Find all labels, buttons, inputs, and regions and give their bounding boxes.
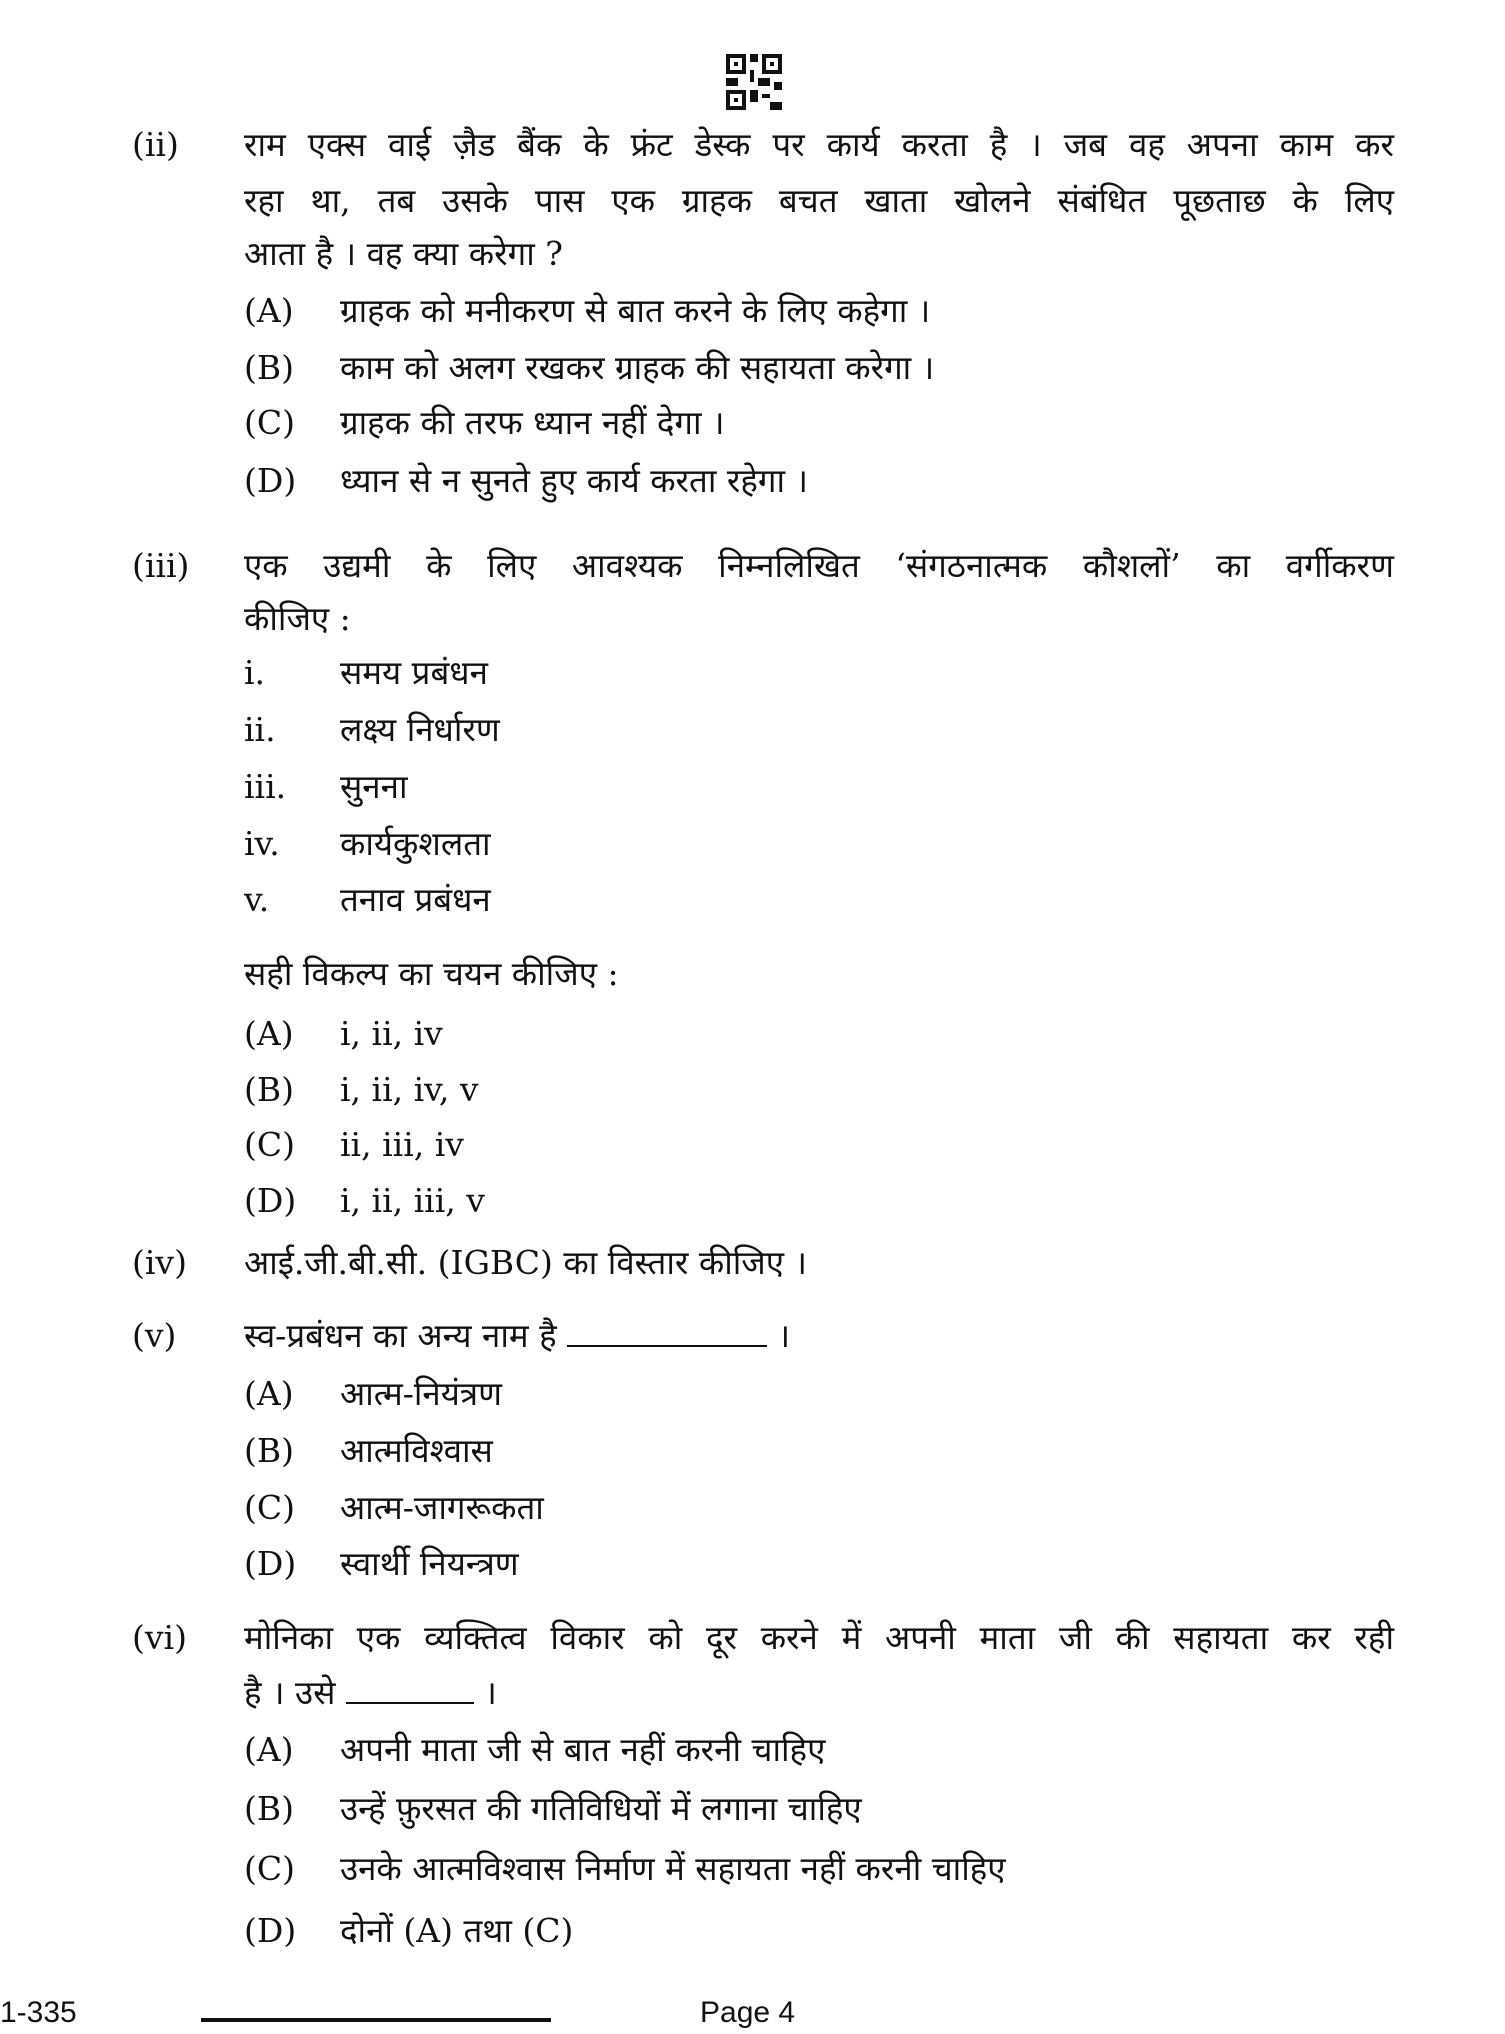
option-label: (B) bbox=[244, 1789, 294, 1828]
option-label: (D) bbox=[244, 1544, 297, 1583]
question-text-main: स्व-प्रबंधन का अन्य नाम है bbox=[244, 1316, 557, 1355]
qr-code-icon bbox=[726, 54, 782, 110]
option-label: (D) bbox=[244, 1181, 297, 1220]
question-text bbox=[244, 1314, 790, 1358]
item-label: v. bbox=[244, 880, 270, 919]
question-text-line: रहा था, तब उसके पास एक ग्राहक बचत खाता खोलने संबंधित पूछताछ के लिए bbox=[244, 181, 1394, 220]
fill-in-blank bbox=[567, 1344, 767, 1347]
option-label: (C) bbox=[244, 1125, 295, 1164]
item-text: लक्ष्य निर्धारण bbox=[340, 710, 500, 749]
option-text: अपनी माता जी से बात नहीं करनी चाहिए bbox=[340, 1730, 826, 1769]
option-text: ग्राहक को मनीकरण से बात करने के लिए कहेगा । bbox=[340, 291, 931, 330]
option-label: (C) bbox=[244, 403, 295, 442]
option-text: ii, iii, iv bbox=[340, 1125, 464, 1164]
item-label: i. bbox=[244, 653, 266, 692]
option-label: (A) bbox=[244, 1014, 294, 1053]
question-text-end: । bbox=[777, 1316, 791, 1355]
option-text: i, ii, iv, v bbox=[340, 1070, 479, 1109]
question-number: (vi) bbox=[132, 1618, 187, 1657]
question-text-line: मोनिका एक व्यक्तित्व विकार को दूर करने में अपनी माता जी की सहायता कर रही bbox=[244, 1618, 1394, 1657]
question-number: (v) bbox=[132, 1316, 177, 1355]
option-text: काम को अलग रखकर ग्राहक की सहायता करेगा । bbox=[340, 348, 935, 387]
option-text: i, ii, iii, v bbox=[340, 1181, 485, 1220]
question-text-line: एक उद्यमी के लिए आवश्यक निम्नलिखित ‘संगठनात्मक कौशलों’ का वर्गीकरण bbox=[244, 546, 1394, 585]
item-text: तनाव प्रबंधन bbox=[340, 880, 491, 919]
item-label: ii. bbox=[244, 710, 276, 749]
item-label: iv. bbox=[244, 824, 280, 863]
question-text-line: राम एक्स वाई ज़ैड बैंक के फ्रंट डेस्क पर कार्य करता है । जब वह अपना काम कर bbox=[244, 125, 1394, 164]
question-number: (ii) bbox=[132, 125, 179, 164]
item-label: iii. bbox=[244, 767, 287, 806]
option-label: (A) bbox=[244, 1374, 294, 1413]
item-text: सुनना bbox=[340, 767, 408, 806]
option-text: ध्यान से न सुनते हुए कार्य करता रहेगा । bbox=[340, 461, 809, 500]
option-label: (D) bbox=[244, 1911, 297, 1950]
question-text-line: आता है । वह क्या करेगा ? bbox=[244, 234, 563, 273]
option-label: (C) bbox=[244, 1849, 295, 1888]
question-text-main: है । उसे bbox=[244, 1673, 336, 1712]
option-text: ग्राहक की तरफ ध्यान नहीं देगा । bbox=[340, 403, 725, 442]
question-number: (iv) bbox=[132, 1243, 187, 1282]
question-text-line: कीजिए : bbox=[244, 599, 351, 638]
question-text-line bbox=[244, 1671, 497, 1715]
question-number: (iii) bbox=[132, 546, 190, 585]
instruction-text: सही विकल्प का चयन कीजिए : bbox=[244, 954, 619, 993]
option-text: दोनों (A) तथा (C) bbox=[340, 1911, 574, 1950]
fill-in-blank bbox=[346, 1701, 474, 1704]
paper-code: 1-335 bbox=[0, 1996, 77, 2029]
option-label: (A) bbox=[244, 1730, 294, 1769]
option-label: (C) bbox=[244, 1488, 295, 1527]
question-text-end: । bbox=[484, 1673, 497, 1712]
option-text: उनके आत्मविश्वास निर्माण में सहायता नहीं करनी चाहिए bbox=[340, 1849, 1006, 1888]
option-label: (B) bbox=[244, 1431, 294, 1470]
footer-divider bbox=[201, 2018, 551, 2022]
option-text: उन्हें फ़ुरसत की गतिविधियों में लगाना चाहिए bbox=[340, 1789, 862, 1828]
option-text: आत्म-जागरूकता bbox=[340, 1488, 544, 1527]
option-label: (B) bbox=[244, 1070, 294, 1109]
option-text: स्वार्थी नियन्त्रण bbox=[340, 1544, 519, 1583]
option-text: आत्म-नियंत्रण bbox=[340, 1374, 502, 1413]
option-label: (D) bbox=[244, 461, 297, 500]
option-label: (B) bbox=[244, 348, 294, 387]
page-number: Page 4 bbox=[700, 1996, 796, 2029]
option-text: आत्मविश्वास bbox=[340, 1431, 493, 1470]
item-text: कार्यकुशलता bbox=[340, 824, 491, 863]
option-text: i, ii, iv bbox=[340, 1014, 443, 1053]
option-label: (A) bbox=[244, 291, 294, 330]
item-text: समय प्रबंधन bbox=[340, 653, 488, 692]
question-text: आई.जी.बी.सी. (IGBC) का विस्तार कीजिए । bbox=[244, 1243, 808, 1282]
